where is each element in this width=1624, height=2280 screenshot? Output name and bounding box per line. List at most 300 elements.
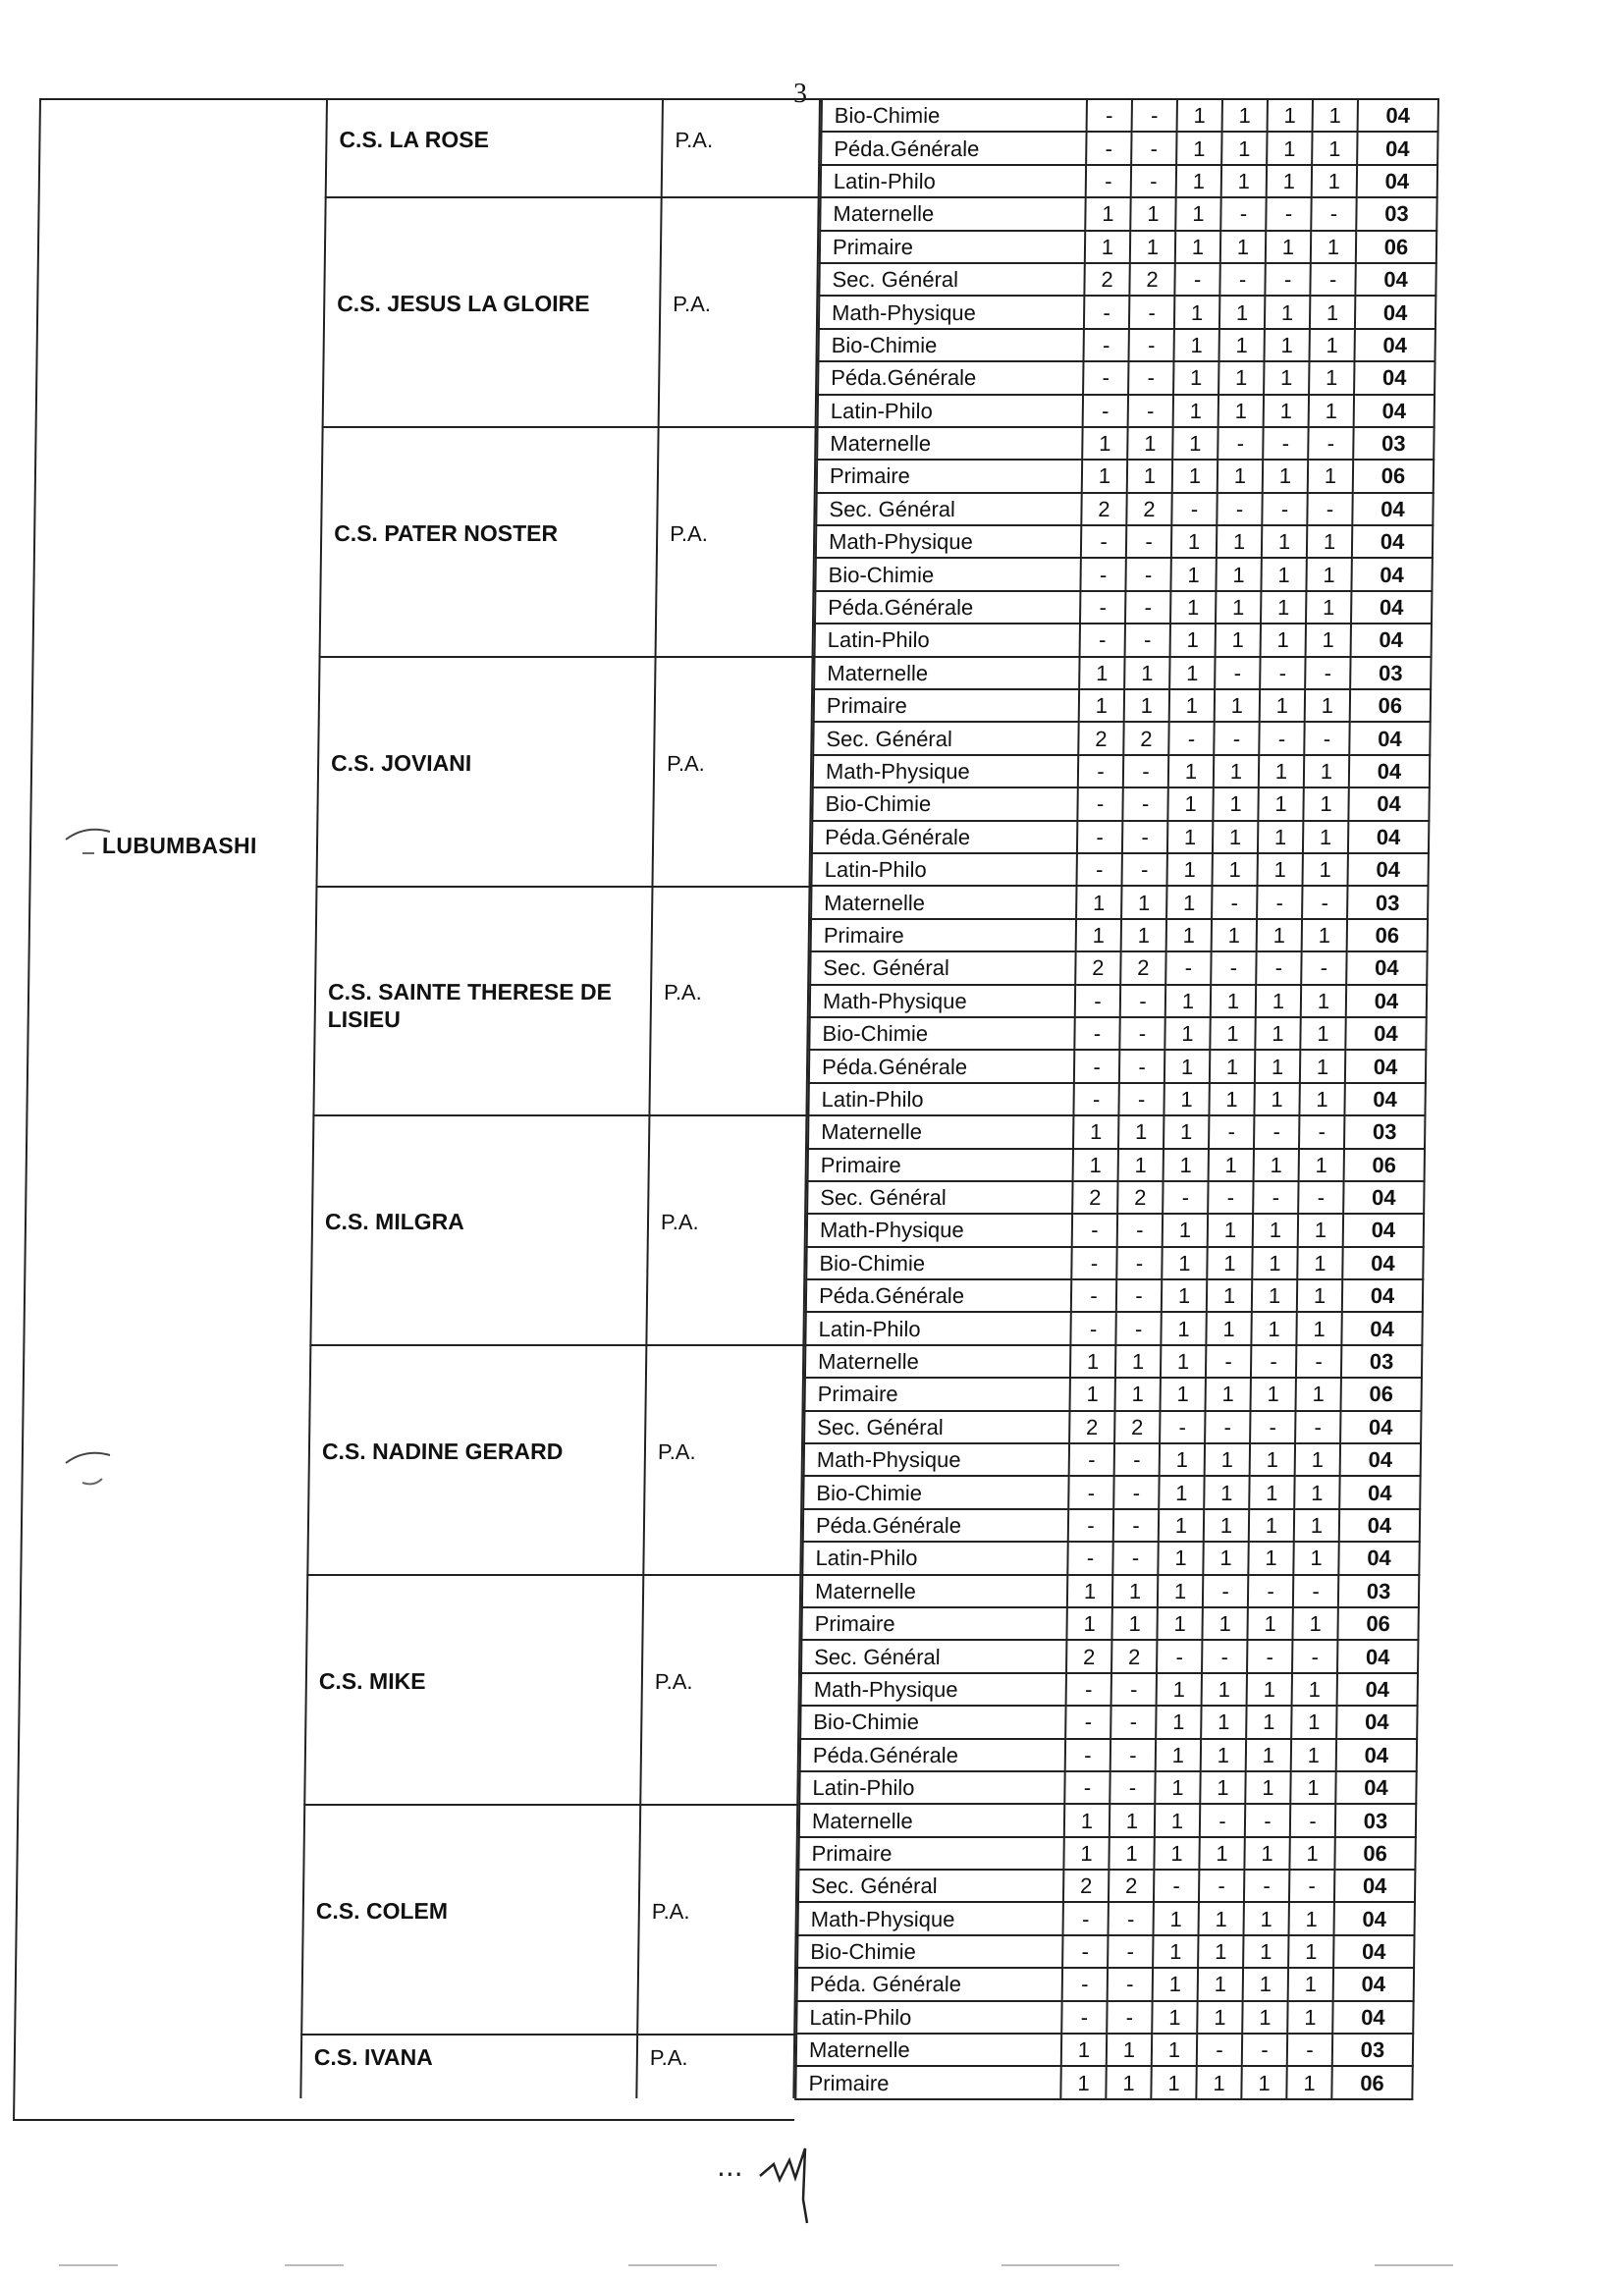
count-cell: 1 [1216,591,1261,624]
count-cell: 1 [1288,1935,1333,1968]
count-cell: 1 [1300,1017,1345,1050]
total-cell: 03 [1347,886,1428,918]
count-cell: 1 [1155,1804,1200,1836]
count-cell: - [1067,1542,1112,1574]
option-cell: Primaire [795,2066,1060,2098]
total-cell: 04 [1346,985,1427,1017]
count-cell: 1 [1161,1378,1206,1410]
count-cell: - [1215,657,1260,689]
option-cell: Latin-Philo [821,165,1086,197]
count-cell: - [1074,1017,1119,1050]
column-divider [642,1346,647,1574]
count-cell: 1 [1296,1312,1341,1344]
table-row [808,1083,1425,1115]
count-cell: 1 [1200,1771,1245,1804]
school-group [299,2034,795,2099]
count-cell: - [1123,755,1168,787]
total-cell: 03 [1338,1575,1419,1607]
count-cell: - [1163,1181,1208,1214]
count-cell: - [1077,787,1122,820]
school-group [325,98,821,196]
school-category: P.A. [654,1668,693,1694]
count-cell: - [1118,1083,1164,1115]
school-group [303,1574,801,1804]
count-cell: 1 [1241,2066,1286,2098]
count-cell: 1 [1257,853,1302,886]
table-row [796,2034,1413,2066]
count-cell: 2 [1109,1870,1154,1902]
count-cell: - [1108,1968,1153,2000]
total-cell: 06 [1331,2066,1412,2098]
count-cell: 1 [1221,165,1267,197]
total-cell: 04 [1336,1706,1417,1738]
option-cell: Latin-Philo [796,2001,1061,2034]
count-cell: 1 [1169,657,1215,689]
count-cell: 1 [1162,1279,1207,1312]
table-row [804,1443,1421,1476]
option-cell: Maternelle [805,1345,1070,1378]
table-row [821,132,1437,164]
option-cell: Latin-Philo [815,624,1080,656]
count-cell: - [1157,1640,1202,1672]
count-cell: 1 [1109,1837,1154,1870]
count-cell: - [1062,1935,1108,1968]
count-cell: 1 [1221,132,1267,164]
page-number: 3 [793,79,807,109]
count-cell: - [1251,1345,1296,1378]
count-cell: 1 [1173,395,1218,427]
total-cell: 03 [1341,1345,1422,1378]
count-cell: 1 [1073,1149,1118,1181]
count-cell: 1 [1248,1542,1293,1574]
count-cell: 1 [1258,821,1303,853]
total-cell: 03 [1353,427,1434,460]
table-row [805,1345,1422,1378]
count-cell: - [1111,1673,1157,1706]
count-cell: - [1244,1870,1289,1902]
count-cell: 1 [1151,2066,1196,2098]
count-cell: - [1121,853,1166,886]
count-cell: - [1064,1771,1110,1804]
total-cell: 04 [1333,1968,1414,2000]
count-cell: 1 [1296,1378,1341,1410]
table-row [822,99,1438,132]
table-row [803,1476,1420,1508]
count-cell: 1 [1249,1509,1294,1542]
table-row [818,395,1435,427]
total-cell: 03 [1344,1115,1425,1148]
count-cell: 1 [1156,1739,1201,1771]
total-cell: 04 [1357,165,1437,197]
total-cell: 04 [1355,296,1435,328]
count-cell: - [1083,329,1128,361]
count-cell: 1 [1110,1804,1155,1836]
count-cell: 1 [1157,1673,1202,1706]
count-cell: 1 [1267,165,1312,197]
count-cell: 1 [1127,460,1172,492]
total-cell: 04 [1340,1443,1421,1476]
count-cell: - [1069,1443,1114,1476]
table-row [801,1640,1418,1672]
count-cell: - [1296,1345,1341,1378]
school-name: C.S. COLEM [315,1897,449,1924]
count-cell: 1 [1267,132,1312,164]
column-divider [648,888,653,1115]
count-cell: 1 [1130,231,1175,263]
count-cell: 1 [1159,1476,1204,1508]
count-cell: 1 [1251,1378,1296,1410]
school-name: C.S. PATER NOSTER [334,519,559,546]
count-cell: 1 [1288,1968,1333,2000]
count-cell: 1 [1205,1443,1250,1476]
count-cell: 1 [1218,329,1264,361]
total-cell: 04 [1349,755,1430,787]
table-row [795,2066,1412,2098]
table-row [813,755,1430,787]
option-cell: Bio-Chimie [797,1935,1062,1968]
count-cell: 1 [1254,1083,1299,1115]
count-cell: - [1066,1673,1111,1706]
footer-scan-dash [1375,2264,1453,2266]
count-cell: 1 [1263,460,1308,492]
count-cell: 1 [1166,886,1212,918]
count-cell: - [1073,1083,1118,1115]
table-row [801,1607,1418,1640]
count-cell: - [1165,951,1211,984]
count-cell: 1 [1173,329,1218,361]
option-cell: Maternelle [802,1575,1067,1607]
count-cell: 1 [1067,1575,1112,1607]
count-cell: 1 [1209,1083,1254,1115]
table-row [796,2001,1413,2034]
table-row [816,493,1433,525]
count-cell: 1 [1253,1214,1298,1246]
count-cell: 1 [1210,1017,1255,1050]
count-cell: 1 [1306,558,1351,590]
count-cell: 1 [1212,853,1257,886]
school-category: P.A. [651,1898,690,1924]
count-cell: 1 [1299,1083,1344,1115]
table-row [808,1149,1425,1181]
total-cell: 04 [1336,1739,1417,1771]
count-cell: - [1119,1017,1164,1050]
count-cell: 1 [1164,1115,1209,1148]
count-cell: 1 [1111,1607,1157,1640]
option-cell: Maternelle [820,197,1085,230]
count-cell: - [1109,1902,1154,1934]
count-cell: 1 [1254,1149,1299,1181]
table-row [820,197,1436,230]
punch-hole-mark-lower [61,1443,120,1493]
count-cell: - [1299,1115,1344,1148]
count-cell: 1 [1153,1935,1198,1968]
school-group [312,886,810,1115]
count-cell: - [1087,99,1132,132]
count-cell: 1 [1115,1378,1161,1410]
count-cell: 1 [1076,886,1121,918]
school-group [309,1114,807,1344]
count-cell: - [1128,395,1173,427]
option-cell: Primaire [805,1378,1070,1410]
table-row [803,1509,1420,1542]
school-category: P.A. [673,292,712,317]
table-row [799,1771,1416,1804]
option-cell: Maternelle [796,2034,1061,2066]
count-cell: 2 [1129,263,1174,296]
count-cell: 1 [1246,1706,1291,1738]
table-row [811,919,1428,951]
count-cell: - [1168,722,1214,754]
school-group [319,426,817,656]
total-cell: 04 [1338,1542,1419,1574]
option-cell: Primaire [801,1607,1066,1640]
total-cell: 04 [1332,2001,1413,2034]
total-cell: 04 [1351,624,1432,656]
table-row [811,886,1428,918]
school-name: C.S. MIKE [318,1667,426,1694]
option-cell: Primaire [811,919,1076,951]
count-cell: 2 [1078,722,1123,754]
footer-scan-dash [59,2264,118,2266]
total-cell: 04 [1343,1214,1424,1246]
table-row [800,1739,1417,1771]
count-cell: - [1074,1050,1119,1082]
count-cell: 1 [1292,1607,1337,1640]
count-cell: - [1203,1575,1248,1607]
count-cell: 1 [1155,1771,1200,1804]
option-cell: Bio-Chimie [803,1476,1068,1508]
option-grid [794,98,1439,2100]
total-cell: 04 [1342,1247,1423,1279]
option-cell: Maternelle [817,427,1082,460]
count-cell: 1 [1201,1706,1246,1738]
total-cell: 04 [1354,329,1435,361]
count-cell: 1 [1164,1149,1209,1181]
total-cell: 04 [1343,1181,1424,1214]
count-cell: - [1071,1247,1116,1279]
table-row [805,1312,1422,1344]
count-cell: 1 [1073,1115,1118,1148]
total-cell: 04 [1337,1640,1418,1672]
count-cell: 1 [1302,919,1347,951]
count-cell: 1 [1260,689,1305,722]
total-cell: 03 [1356,197,1436,230]
count-cell: 1 [1294,1476,1339,1508]
count-cell: - [1197,2034,1242,2066]
count-cell: - [1110,1771,1155,1804]
count-cell: 1 [1204,1509,1249,1542]
count-cell: - [1307,493,1352,525]
count-cell: 1 [1167,821,1213,853]
option-cell: Sec. Général [798,1870,1063,1902]
count-cell: 1 [1264,329,1309,361]
count-cell: 1 [1121,886,1166,918]
option-cell: Péda.Générale [800,1739,1065,1771]
count-cell: 1 [1213,821,1258,853]
count-cell: 1 [1124,657,1169,689]
total-cell: 04 [1342,1279,1423,1312]
count-cell: 1 [1312,165,1357,197]
count-cell: 2 [1117,1181,1163,1214]
count-cell: - [1218,427,1263,460]
count-cell: 1 [1252,1247,1297,1279]
count-cell: - [1080,558,1125,590]
count-cell: - [1110,1739,1156,1771]
count-cell: - [1120,985,1165,1017]
count-cell: 1 [1154,1902,1199,1934]
count-cell: 1 [1264,395,1309,427]
count-cell: 1 [1076,919,1121,951]
count-cell: 1 [1256,985,1301,1017]
count-cell: 1 [1161,1345,1206,1378]
count-cell: 1 [1176,165,1221,197]
table-bottom-border [13,2119,794,2121]
count-cell: 1 [1175,231,1220,263]
count-cell: - [1265,263,1310,296]
count-cell: - [1076,853,1121,886]
count-cell: 1 [1286,2066,1331,2098]
count-cell: - [1110,1706,1156,1738]
count-cell: 1 [1261,591,1306,624]
count-cell: 1 [1213,787,1258,820]
count-cell: 1 [1079,689,1124,722]
count-cell: - [1065,1706,1110,1738]
table-row [818,361,1435,394]
count-cell: 1 [1214,755,1259,787]
column-divider [661,100,664,196]
total-cell: 04 [1351,591,1432,624]
count-cell: - [1263,427,1308,460]
count-cell: - [1248,1575,1293,1607]
count-cell: 1 [1203,1542,1248,1574]
school-category: P.A. [666,750,706,776]
option-cell: Latin-Philo [808,1083,1073,1115]
count-cell: - [1126,525,1171,558]
count-cell: 1 [1199,1902,1244,1934]
count-cell: 1 [1289,1902,1334,1934]
option-cell: Péda. Générale [797,1968,1062,2000]
option-cell: Primaire [808,1149,1073,1181]
count-cell: 1 [1261,624,1306,656]
count-cell: - [1257,886,1302,918]
count-cell: 1 [1219,296,1265,328]
school-category: P.A. [660,1210,699,1235]
count-cell: 1 [1171,525,1217,558]
table-row [807,1181,1424,1214]
count-cell: 1 [1121,919,1166,951]
total-cell: 04 [1348,821,1429,853]
count-cell: 1 [1291,1739,1336,1771]
count-cell: 1 [1306,591,1351,624]
total-cell: 04 [1352,493,1433,525]
count-cell: 1 [1157,1607,1202,1640]
count-cell: 1 [1216,624,1261,656]
count-cell: - [1254,1115,1299,1148]
count-cell: - [1220,197,1266,230]
count-cell: 1 [1207,1247,1252,1279]
total-cell: 03 [1350,657,1431,689]
count-cell: - [1245,1804,1290,1836]
count-cell: - [1115,1312,1161,1344]
count-cell: 1 [1164,1017,1210,1050]
column-divider [658,198,663,426]
count-cell: - [1287,2034,1332,2066]
count-cell: - [1202,1640,1247,1672]
option-cell: Math-Physique [807,1214,1072,1246]
table-row [812,787,1429,820]
option-cell: Bio-Chimie [822,99,1087,132]
count-cell: 1 [1164,1083,1209,1115]
count-cell: - [1083,395,1128,427]
total-cell: 04 [1355,263,1435,296]
count-cell: - [1063,1902,1109,1934]
total-cell: 04 [1354,395,1435,427]
option-cell: Math-Physique [813,755,1078,787]
count-cell: 1 [1207,1279,1252,1312]
count-cell: 1 [1249,1476,1294,1508]
count-cell: 1 [1299,1149,1344,1181]
count-cell: 1 [1118,1115,1164,1148]
count-cell: - [1132,99,1177,132]
total-cell: 04 [1357,132,1437,164]
count-cell: 1 [1208,1214,1253,1246]
count-cell: 1 [1070,1345,1115,1378]
total-cell: 04 [1337,1673,1418,1706]
option-cell: Maternelle [808,1115,1073,1148]
count-cell: - [1290,1804,1335,1836]
table-row [798,1902,1415,1934]
table-row [806,1279,1423,1312]
count-cell: 1 [1308,460,1353,492]
count-cell: 1 [1159,1509,1204,1542]
count-cell: - [1302,886,1347,918]
option-cell: Péda.Générale [809,1050,1074,1082]
count-cell: 1 [1259,755,1304,787]
option-cell: Bio-Chimie [818,329,1083,361]
table-row [817,460,1434,492]
total-cell: 04 [1344,1083,1425,1115]
table-row [818,329,1435,361]
option-cell: Math-Physique [810,985,1075,1017]
count-cell: - [1108,1935,1153,1968]
count-cell: 1 [1201,1739,1246,1771]
school-category: P.A. [670,520,709,546]
count-cell: 1 [1212,919,1257,951]
count-cell: 1 [1066,1607,1111,1640]
count-cell: - [1301,951,1346,984]
option-cell: Latin-Philo [805,1312,1070,1344]
count-cell: 1 [1255,1017,1300,1050]
count-cell: - [1262,493,1307,525]
footer-scan-dash [1001,2264,1119,2266]
count-cell: - [1311,197,1356,230]
school-name: C.S. NADINE GERARD [321,1439,564,1465]
count-cell: 1 [1293,1542,1338,1574]
count-cell: 1 [1085,197,1130,230]
count-cell: 1 [1217,525,1262,558]
count-cell: 1 [1173,361,1218,394]
count-cell: 1 [1292,1673,1337,1706]
count-cell: - [1205,1411,1250,1443]
count-cell: - [1065,1739,1110,1771]
count-cell: - [1107,2001,1152,2034]
count-cell: - [1308,427,1353,460]
count-cell: 1 [1289,1837,1334,1870]
school-name: C.S. JESUS LA GLOIRE [337,291,590,317]
footer-scan-dash [628,2264,717,2266]
school-category: P.A. [675,128,714,153]
count-cell: - [1125,624,1170,656]
